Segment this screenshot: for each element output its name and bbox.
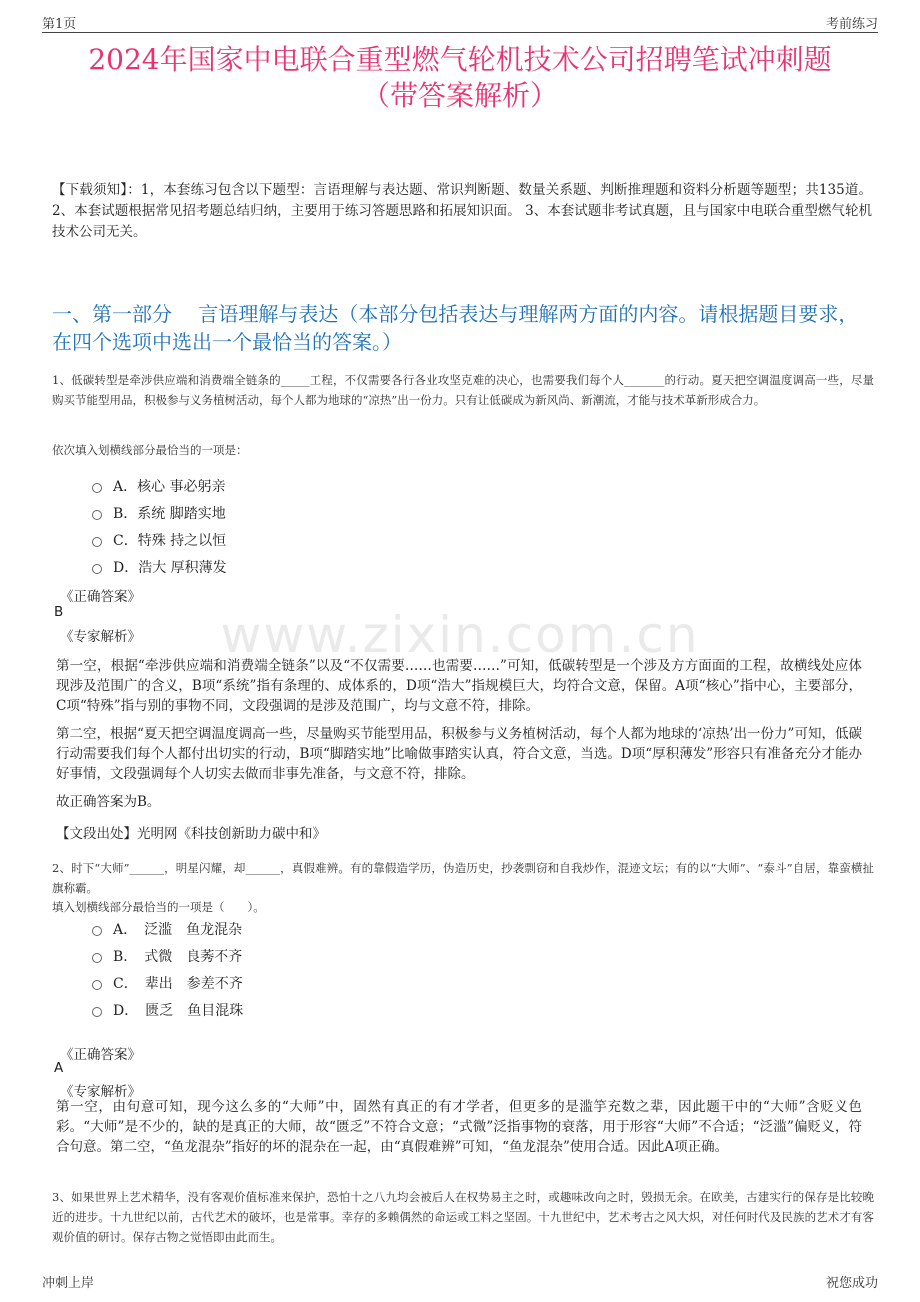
option-label: A． 泛滥 鱼龙混杂 [113, 921, 243, 938]
question-1-prompt: 依次填入划横线部分最恰当的一项是： [52, 443, 248, 457]
radio-icon[interactable] [92, 926, 102, 936]
answer-label: 《正确答案》 [60, 589, 141, 605]
option-b[interactable] [92, 499, 227, 526]
radio-icon[interactable] [92, 510, 102, 520]
option-label: D． 匮乏 鱼目混珠 [113, 1002, 244, 1019]
option-b[interactable] [92, 942, 243, 969]
question-1-stem: 1、低碳转型是牵涉供应端和消费端全链条的_____工程，不仅需要各行各业攻坚克难的决心，也需要我们每个人_______的行动。夏天把空调温度调高一些，尽量购买节能型用品，积极参与义务植树活动，每个人都为地球的“凉热”出一份力。只有让低碳成为新风尚、新潮流，才能与技术革新形成合力。 [52, 373, 874, 407]
title-line-2: （带答案解析） [361, 79, 558, 112]
option-label: D．浩大 厚积薄发 [113, 559, 227, 576]
analysis-paragraph-1: 第一空，根据“牵涉供应端和消费端全链条”以及“不仅需要……也需要……”可知，低碳转型是一个涉及方方面面的工程，故横线处应体现涉及范围广的含义，B项“系统”指有条理的、成体系的，D项“浩大”指规模巨大，均符合文意，保留。A项“核心”指中心，主要部分，C项“特殊”指与别的事物不同，文段强调的是涉及范围广，均与文意不符，排除。 [56, 658, 862, 714]
option-c[interactable] [92, 969, 243, 996]
question-2-prompt: 填入划横线部分最恰当的一项是（ ）。 [52, 900, 265, 914]
text-source: 【文段出处】光明网《科技创新助力碳中和》 [56, 826, 326, 842]
option-a[interactable] [92, 472, 227, 499]
option-c[interactable] [92, 526, 227, 553]
download-notice: 【下载须知】：1，本套练习包含以下题型：言语理解与表达题、常识判断题、数量关系题、判断推理题和资料分析题等题型；共135道。 2、本套试题根据常见招考题总结归纳，主要用于练习答题思路和拓展知识面。 3、本套试题非考试真题，且与国家中电联合重型燃气轮机技术公司无关。 [52, 182, 872, 240]
option-d[interactable] [92, 996, 243, 1023]
option-label: C．特殊 持之以恒 [113, 532, 227, 549]
radio-icon[interactable] [92, 483, 102, 493]
radio-icon[interactable] [92, 980, 102, 990]
footer-left: 冲刺上岸 [42, 1276, 95, 1291]
answer-label: 《正确答案》 [60, 1047, 141, 1063]
option-label: B． 式微 良莠不齐 [113, 948, 243, 965]
option-label: C． 辈出 参差不齐 [113, 975, 243, 992]
analysis-paragraph-2: 第二空，根据“夏天把空调温度调高一些，尽量购买节能型用品，积极参与义务植树活动，每个人都为地球的‘凉热’出一份力”可知，低碳行动需要我们每个人都付出切实的行动，B项“脚踏实地”比喻做事踏实认真，符合文意，当选。D项“厚积薄发”形容只有准备充分才能办好事情，文段强调每个人切实去做而非事先准备，与文意不符，排除。 [56, 726, 862, 782]
section-heading: 一、第一部分 言语理解与表达（本部分包括表达与理解两方面的内容。请根据题目要求，在四个选项中选出一个最恰当的答案。） [52, 302, 859, 354]
document-title [40, 42, 880, 114]
option-label: A．核心 事必躬亲 [113, 478, 226, 495]
option-a[interactable] [92, 915, 243, 942]
option-label: B．系统 脚踏实地 [113, 505, 226, 522]
analysis-paragraph: 第一空，由句意可知，现今这么多的“大师”中，固然有真正的有才学者，但更多的是滥竽充数之辈，因此题干中的“大师”含贬义色彩。“大师”是不少的，缺的是真正的大师，故“匮乏”不符合文意；“式微”泛指事物的衰落，用于形容“大师”不合适；“泛滥”偏贬义，符合句意。第二空，“鱼龙混杂”指好的坏的混杂在一起，由“真假难辨”可知，“鱼龙混杂”使用合适。因此A项正确。 [56, 1099, 862, 1155]
question-2-options [92, 915, 243, 1023]
radio-icon[interactable] [92, 1007, 102, 1017]
question-2-stem: 2、时下“大师”______，明星闪耀，却______，真假难辨。有的靠假造学历，伪造历史，抄袭剽窃和自我炒作，混迹文坛；有的以“大师”、“泰斗”自居，靠蛮横扯旗称霸。 [52, 861, 874, 895]
radio-icon[interactable] [92, 564, 102, 574]
radio-icon[interactable] [92, 537, 102, 547]
answer-value: A [54, 1060, 64, 1076]
analysis-label: 《专家解析》 [60, 629, 141, 645]
header-label: 考前练习 [825, 17, 878, 32]
answer-value: B [54, 604, 64, 620]
analysis-conclusion: 故正确答案为B。 [56, 794, 161, 810]
radio-icon[interactable] [92, 953, 102, 963]
option-d[interactable] [92, 553, 227, 580]
analysis-label: 《专家解析》 [60, 1084, 141, 1100]
page-header [42, 10, 878, 33]
title-line-1: 2024年国家中电联合重型燃气轮机技术公司招聘笔试冲刺题 [88, 43, 832, 76]
footer-right: 祝您成功 [825, 1276, 878, 1291]
question-1-options [92, 472, 227, 580]
watermark: www.zixin.com.cn [220, 606, 700, 664]
question-3-stem: 3、如果世界上艺术精华，没有客观价值标准来保护，恐怕十之八九均会被后人在权势易主之时，或趣味改向之时，毁损无余。在欧美，古建实行的保存是比较晚近的进步。十九世纪以前，古代艺术的破坏，也是常事。幸存的多赖偶然的命运或工料之坚固。十九世纪中，艺术考古之风大炽，对任何时代及民族的艺术才有客观价值的研讨。保存古物之觉悟即由此而生。 [52, 1190, 874, 1244]
page-number: 第1页 [42, 17, 77, 32]
